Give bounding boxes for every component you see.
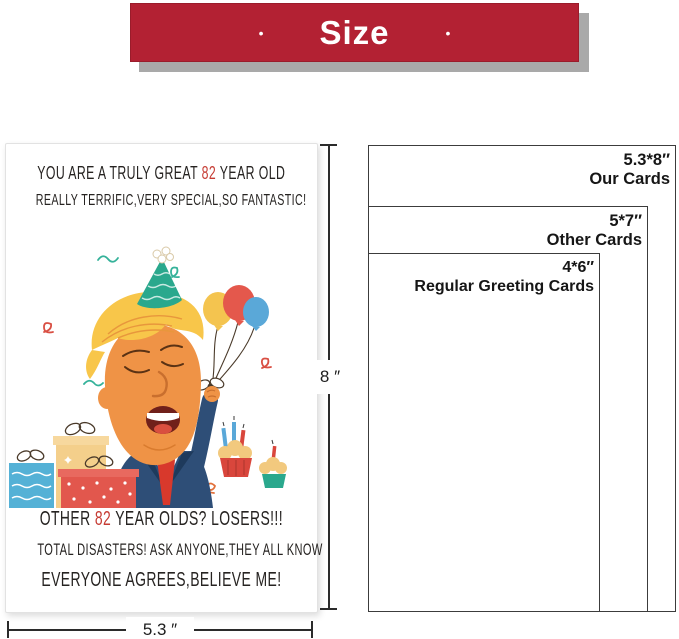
card-bottom1-end: YEAR OLDS? LOSERS!!! (111, 506, 284, 530)
open-mouth (146, 406, 180, 434)
card-line1-end: YEAR OLD (216, 163, 286, 184)
birthday-card-illustration (6, 246, 319, 508)
card-bottom2: TOTAL DISASTERS! ASK ANYONE,THEY ALL KNOW (37, 540, 323, 559)
regular-cards-rect (368, 253, 600, 612)
size-banner (130, 3, 579, 62)
our-cards-name: Our Cards (589, 170, 670, 188)
height-dimension-top-cap (320, 144, 337, 146)
regular-cards-size: 4*6″ (562, 259, 594, 276)
greeting-card-preview (5, 143, 323, 613)
banner-right-dot-icon: • (445, 24, 451, 41)
regular-cards-label (380, 258, 594, 296)
cupcakes-icon (218, 416, 287, 488)
card-bottom-text (6, 504, 323, 596)
width-dimension-label: 5.3 ″ (126, 617, 194, 639)
regular-cards-name: Regular Greeting Cards (414, 278, 594, 295)
card-line1: YOU ARE A TRULY GREAT (37, 163, 202, 184)
our-cards-label (490, 151, 670, 189)
card-line2: REALLY TERRIFIC,VERY SPECIAL,SO FANTASTIC! (35, 190, 307, 209)
height-dimension-label: 8 ″ (311, 360, 349, 394)
width-dimension-left-cap (7, 621, 9, 638)
banner-title: Size (319, 13, 390, 51)
banner-left-dot-icon: • (258, 24, 264, 41)
other-cards-size: 5*7″ (609, 212, 642, 230)
our-cards-size: 5.3*8″ (623, 151, 670, 169)
card-bottom3: EVERYONE AGREES,BELIEVE ME! (41, 567, 282, 591)
trump-face (86, 247, 204, 465)
card-top-text (6, 159, 317, 215)
card-bottom1: OTHER (39, 506, 95, 530)
balloons-icon (195, 285, 269, 392)
height-dimension-bottom-cap (320, 608, 337, 610)
width-dimension-right-cap (311, 621, 313, 638)
other-cards-label (470, 212, 642, 250)
other-cards-name: Other Cards (546, 231, 642, 249)
card-line1-age: 82 (201, 163, 217, 184)
card-bottom1-age: 82 (94, 506, 112, 530)
